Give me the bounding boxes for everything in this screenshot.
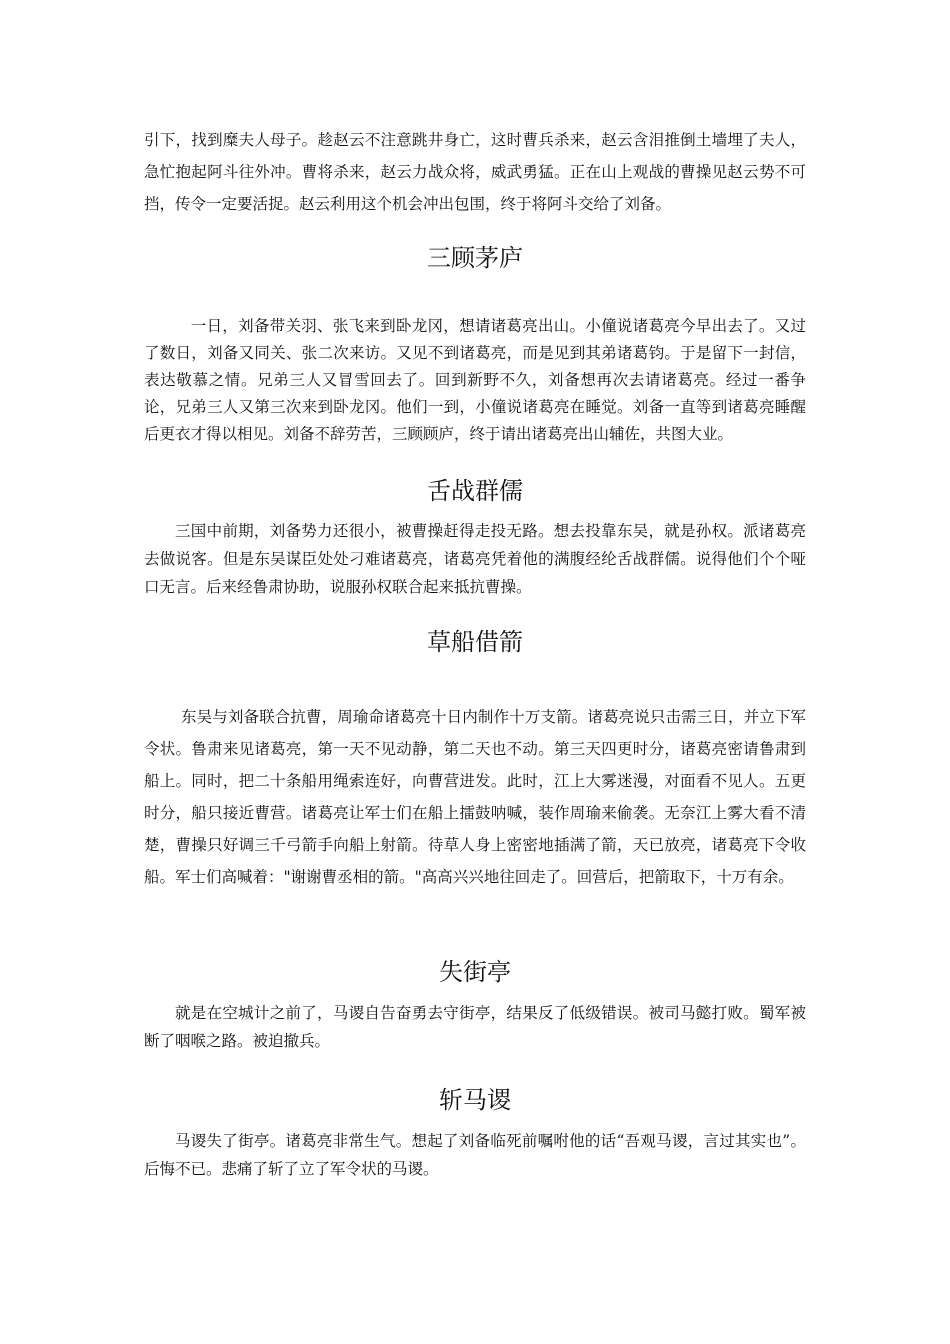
paragraph-caochuan-jiejian: 东吴与刘备联合抗曹，周瑜命诸葛亮十日内制作十万支箭。诸葛亮说只击需三日，并立下军令状。鲁肃来见诸葛亮，第一天不见动静，第二天也不动。第三天四更时分，诸葛亮密请鲁肃到船上。同时，把二十条船用绳索连好，向曹营进发。此时，江上大雾迷漫，对面看不见人。五更时分，船只接近曹营。诸葛亮让军士们在船上擂鼓呐喊，装作周瑜来偷袭。无奈江上雾大看不清楚，曹操只好调三千弓箭手向船上射箭。待草人身上密密地插满了箭，天已放亮，诸葛亮下令收船。军士们高喊着："谢谢曹丞相的箭。"高高兴兴地往回走了。回营后，把箭取下，十万有余。: [144, 708, 806, 886]
paragraph-shezhan-qunru: 三国中前期，刘备势力还很小，被曹操赶得走投无路。想去投靠东吴，就是孙权。派诸葛亮去做说客。但是东吴谋臣处处刁难诸葛亮，诸葛亮凭着他的满腹经纶舌战群儒。说得他们个个哑口无言。后来经鲁肃协助，说服孙权联合起来抵抗曹操。: [144, 522, 806, 596]
paragraph-zhan-masu: 马谡失了街亭。诸葛亮非常生气。想起了刘备临死前嘱咐他的话“吾观马谡，言过其实也”。后悔不已。悲痛了斩了立了军令状的马谡。: [144, 1132, 806, 1178]
heading-shezhan-qunru: 舌战群儒: [427, 477, 523, 505]
paragraph-zhaoyun: 引下，找到糜夫人母子。趁赵云不注意跳井身亡，这时曹兵杀来，赵云含泪推倒土墙埋了夫人，急忙抱起阿斗往外冲。曹将杀来，赵云力战众将，威武勇猛。正在山上观战的曹操见赵云势不可挡，传令一定要活捉。赵云利用这个机会冲出包围，终于将阿斗交给了刘备。: [144, 131, 806, 213]
paragraph-sangu-maolu: 一日，刘备带关羽、张飞来到卧龙冈，想请诸葛亮出山。小僮说诸葛亮今早出去了。又过了数日，刘备又同关、张二次来访。又见不到诸葛亮，而是见到其弟诸葛钧。于是留下一封信，表达敬慕之情。兄弟三人又冒雪回去了。回到新野不久，刘备想再次去请诸葛亮。经过一番争论，兄弟三人又第三次来到卧龙冈。他们一到，小僮说诸葛亮在睡觉。刘备一直等到诸葛亮睡醒后更衣才得以相见。刘备不辞劳苦，三顾顾庐，终于请出诸葛亮出山辅佐，共图大业。: [144, 317, 806, 443]
paragraph-shi-jieting: 就是在空城计之前了，马谡自告奋勇去守街亭，结果反了低级错误。被司马懿打败。蜀军被断了咽喉之路。被迫撤兵。: [144, 1004, 806, 1050]
heading-sangu-maolu: 三顾茅庐: [427, 244, 523, 272]
heading-shi-jieting: 失街亭: [439, 958, 511, 986]
heading-caochuan-jiejian: 草船借箭: [427, 628, 523, 656]
heading-zhan-masu: 斩马谡: [439, 1086, 511, 1114]
